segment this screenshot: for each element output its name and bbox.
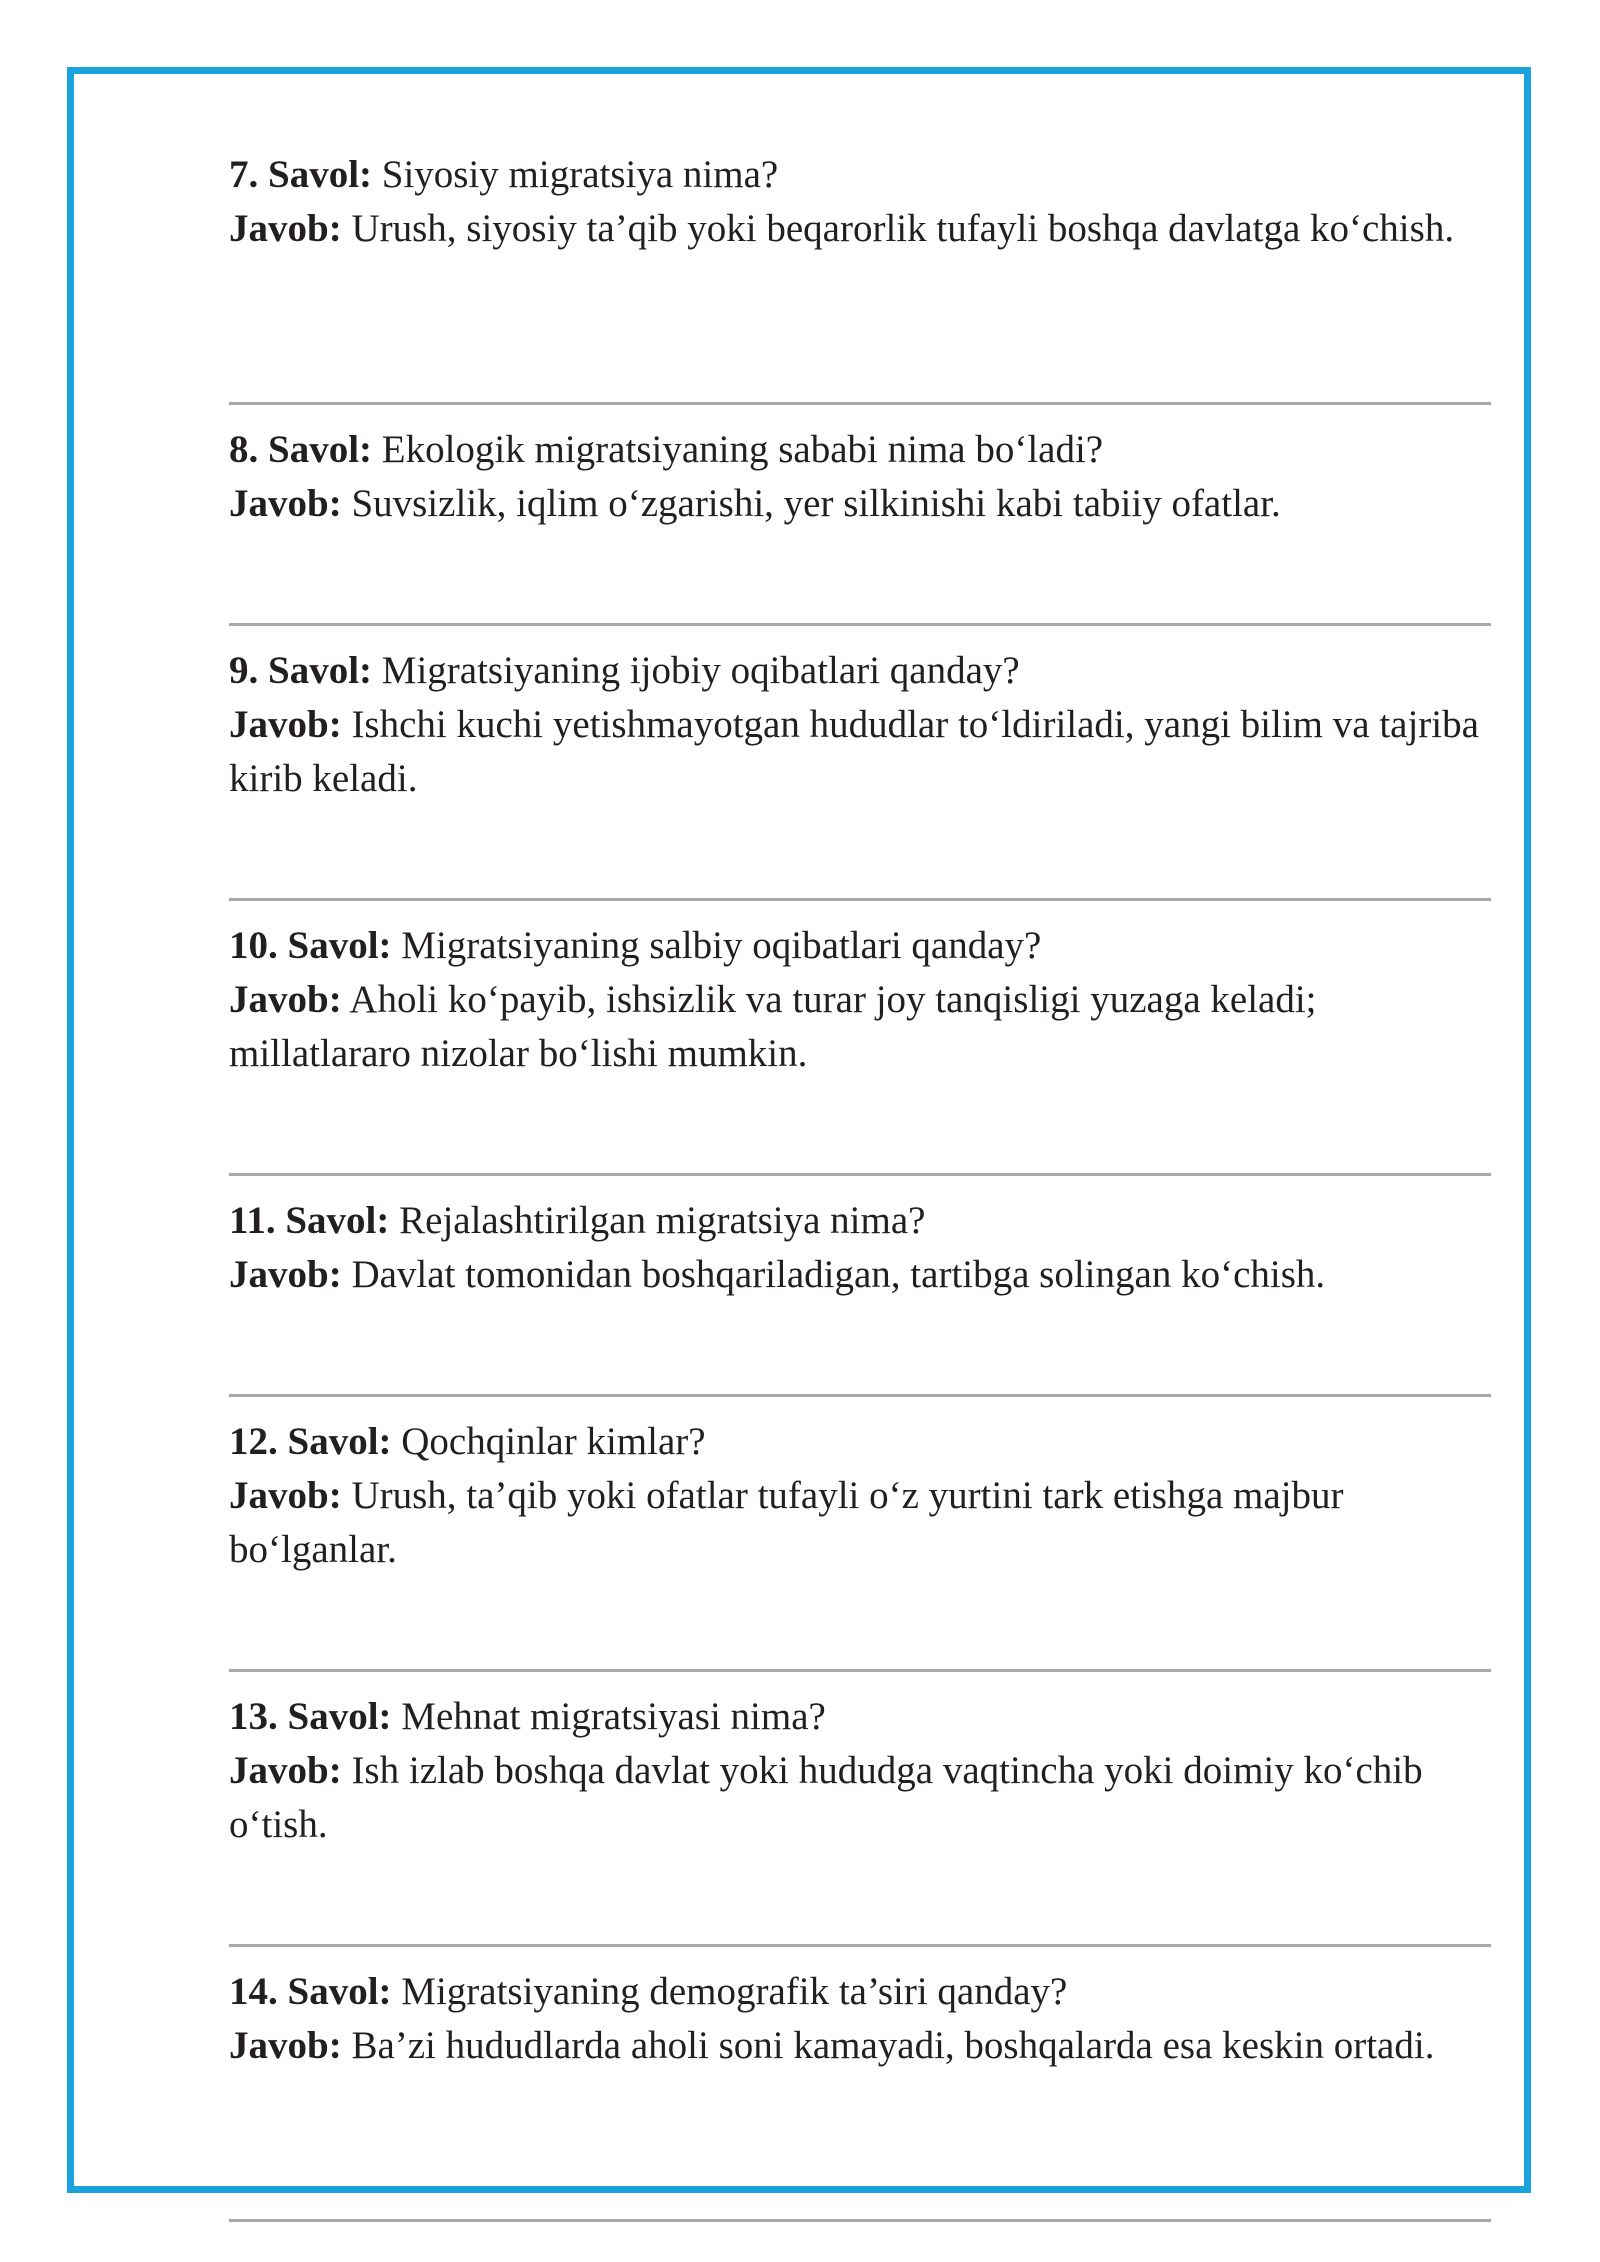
qa-item-14 [229,1965,1491,2222]
question-line [229,1965,1491,2019]
answer-label: Javob: [229,978,342,1021]
answer-line [229,973,1491,1081]
question-text: Migratsiyaning demografik ta’siri qanday? [401,1970,1068,2013]
question-number: 10. Savol: [229,924,392,967]
question-line [229,919,1491,973]
qa-item-12 [229,1415,1491,1672]
question-text: Ekologik migratsiyaning sababi nima bo‘ladi? [381,428,1104,471]
question-number: 14. Savol: [229,1970,392,2013]
question-text: Rejalashtirilgan migratsiya nima? [399,1199,926,1242]
answer-label: Javob: [229,2024,342,2067]
question-line [229,1690,1491,1744]
answer-text: Davlat tomonidan boshqariladigan, tartibga solingan ko‘chish. [351,1253,1326,1296]
question-text: Siyosiy migratsiya nima? [381,153,779,196]
qa-item-11 [229,1194,1491,1397]
question-line [229,1194,1491,1248]
qa-item-10 [229,919,1491,1176]
question-line [229,644,1491,698]
qa-item-13 [229,1690,1491,1947]
answer-label: Javob: [229,1474,342,1517]
question-number: 7. Savol: [229,153,373,196]
question-number: 12. Savol: [229,1420,392,1463]
answer-text: Aholi ko‘payib, ishsizlik va turar joy tanqisligi yuzaga keladi; millatlararo nizolar bo‘lishi mumkin. [229,978,1317,1075]
question-number: 11. Savol: [229,1199,390,1242]
answer-line [229,1248,1491,1302]
question-text: Migratsiyaning ijobiy oqibatlari qanday? [381,649,1020,692]
answer-line [229,1744,1491,1852]
qa-item-9 [229,644,1491,901]
question-number: 9. Savol: [229,649,373,692]
question-line [229,423,1491,477]
question-line [229,1415,1491,1469]
question-text: Qochqinlar kimlar? [401,1420,706,1463]
question-number: 8. Savol: [229,428,373,471]
qa-item-7 [229,148,1491,405]
answer-text: Ishchi kuchi yetishmayotgan hududlar to‘ldiriladi, yangi bilim va tajriba kirib keladi. [229,703,1479,800]
answer-label: Javob: [229,703,342,746]
question-text: Migratsiyaning salbiy oqibatlari qanday? [401,924,1042,967]
answer-label: Javob: [229,1253,342,1296]
qa-list [229,148,1491,2240]
answer-text: Ba’zi hududlarda aholi soni kamayadi, boshqalarda esa keskin ortadi. [351,2024,1435,2067]
answer-text: Suvsizlik, iqlim o‘zgarishi, yer silkinishi kabi tabiiy ofatlar. [351,482,1281,525]
answer-label: Javob: [229,1749,342,1792]
question-number: 13. Savol: [229,1695,392,1738]
question-line [229,148,1491,202]
question-text: Mehnat migratsiyasi nima? [401,1695,826,1738]
answer-line [229,2019,1491,2073]
answer-line [229,698,1491,806]
answer-line [229,202,1491,256]
qa-item-8 [229,423,1491,626]
answer-label: Javob: [229,482,342,525]
answer-label: Javob: [229,207,342,250]
answer-text: Urush, siyosiy ta’qib yoki beqarorlik tufayli boshqa davlatga ko‘chish. [351,207,1455,250]
answer-text: Urush, ta’qib yoki ofatlar tufayli o‘z yurtini tark etishga majbur bo‘lganlar. [229,1474,1344,1571]
answer-line [229,1469,1491,1577]
answer-text: Ish izlab boshqa davlat yoki hududga vaqtincha yoki doimiy ko‘chib o‘tish. [229,1749,1423,1846]
answer-line [229,477,1491,531]
